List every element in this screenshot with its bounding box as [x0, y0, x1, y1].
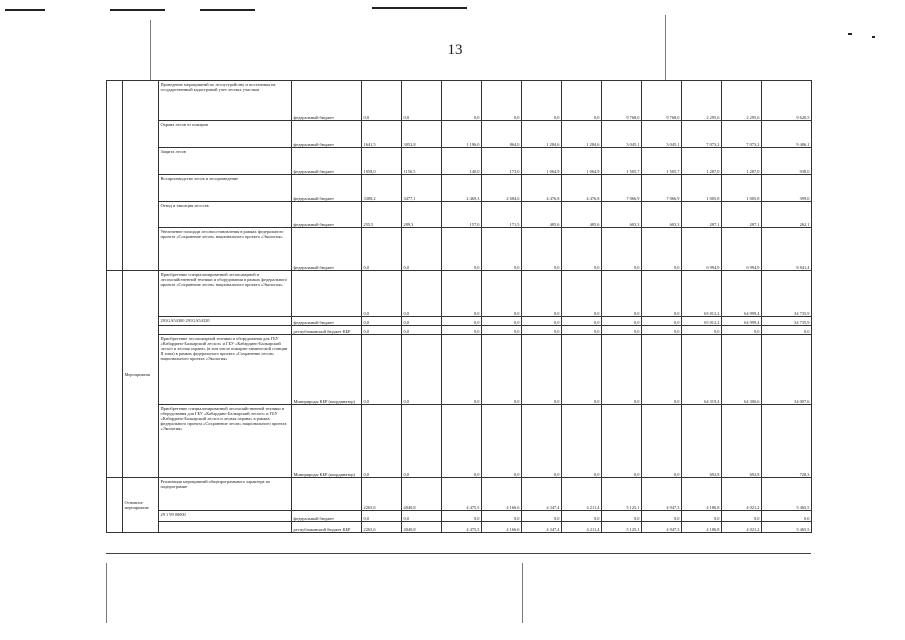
- value-cell: 4 947,3: [642, 522, 682, 533]
- value-cell: 3052,8: [402, 121, 442, 148]
- value-cell: 4 947,3: [642, 478, 682, 511]
- value-cell: 485,6: [522, 202, 562, 228]
- value-cell: 0,0: [522, 511, 562, 522]
- value-cell: 864,0: [482, 121, 522, 148]
- value-cell: 3388,2: [362, 175, 402, 202]
- funding-source-cell: федеральный бюджет: [292, 148, 362, 175]
- value-cell: 262,1: [762, 202, 812, 228]
- value-cell: 0,0: [522, 405, 562, 478]
- value-cell: 0,0: [522, 326, 562, 335]
- value-cell: 692,8: [682, 405, 722, 478]
- value-cell: 1 287,0: [682, 148, 722, 175]
- value-cell: 0,0: [642, 511, 682, 522]
- scan-artifact-line: [150, 20, 151, 80]
- value-cell: 7 073,2: [682, 121, 722, 148]
- measure-name-cell: 291GA54300 291GA54320: [159, 317, 292, 326]
- measure-name-cell: Отвод и таксация лесосек: [159, 202, 292, 228]
- value-cell: 5 465,5: [762, 478, 812, 511]
- value-cell: 0,0: [562, 511, 602, 522]
- scan-artifact-line: [372, 7, 467, 9]
- value-cell: 4 475,5: [442, 478, 482, 511]
- value-cell: 0,0: [602, 335, 642, 405]
- value-cell: 0,0: [442, 326, 482, 335]
- value-cell: 0,0: [522, 228, 562, 271]
- value-cell: 728,3: [762, 405, 812, 478]
- measure-name-cell: Приобретение специализированной лесохозяйственной техники и оборудования для ГБУ «Кабардино-Балкарский лесхоз» и ГБУ «Кабардино-Балкарский лесхоз и лесная охрана» в рамках федерального проекта «Сохранение лесов» национального проекта «Экология»: [159, 405, 292, 478]
- value-cell: 4 347,4: [522, 522, 562, 533]
- value-cell: 2 684,6: [482, 175, 522, 202]
- value-cell: 0,0: [602, 271, 642, 317]
- scan-artifact-dot: [848, 33, 852, 35]
- value-cell: 0,0: [482, 405, 522, 478]
- value-cell: 0,0: [362, 228, 402, 271]
- value-cell: 938,0: [762, 148, 812, 175]
- category-cell: [123, 81, 159, 271]
- value-cell: 1 005,8: [722, 175, 762, 202]
- value-cell: 65 012,2: [682, 317, 722, 326]
- table-row: [107, 326, 812, 335]
- value-cell: 0,0: [602, 228, 642, 271]
- value-cell: 0,0: [482, 511, 522, 522]
- value-cell: 1058,0: [362, 148, 402, 175]
- value-cell: 0,0: [762, 511, 812, 522]
- value-cell: 9 768,0: [602, 81, 642, 121]
- budget-table: [106, 80, 812, 533]
- funding-source-cell: федеральный бюджет: [292, 202, 362, 228]
- value-cell: 2 469,3: [442, 175, 482, 202]
- value-cell: 1 064,9: [562, 148, 602, 175]
- funding-source-cell: республиканский бюджет КБР: [292, 522, 362, 533]
- value-cell: 34 735,9: [762, 317, 812, 326]
- value-cell: 0,0: [402, 271, 442, 317]
- page-number: 13: [447, 42, 463, 58]
- value-cell: 0,0: [362, 511, 402, 522]
- value-cell: 0,0: [602, 511, 642, 522]
- value-cell: 0,0: [442, 335, 482, 405]
- value-cell: 1 284,6: [562, 121, 602, 148]
- value-cell: 4 021,2: [722, 522, 762, 533]
- value-cell: 0,0: [482, 326, 522, 335]
- value-cell: 0,0: [402, 335, 442, 405]
- value-cell: 0,0: [722, 511, 762, 522]
- value-cell: 485,6: [562, 202, 602, 228]
- value-cell: 692,8: [722, 405, 762, 478]
- index-cell: [107, 271, 123, 478]
- value-cell: 289,3: [402, 202, 442, 228]
- measure-name-cell: Проведение мероприятий по лесоустройству и постановка на государственный кадастровый учет лесных участков: [159, 81, 292, 121]
- value-cell: 34 735,9: [762, 271, 812, 317]
- value-cell: 5 465,5: [762, 522, 812, 533]
- value-cell: 0,0: [482, 317, 522, 326]
- value-cell: 0,0: [402, 81, 442, 121]
- value-cell: 64 999,4: [722, 271, 762, 317]
- value-cell: 0,0: [682, 511, 722, 522]
- value-cell: 0,0: [602, 405, 642, 478]
- value-cell: 0,0: [722, 326, 762, 335]
- value-cell: 9 620,5: [762, 81, 812, 121]
- value-cell: 0,0: [442, 317, 482, 326]
- value-cell: 4 186,8: [682, 522, 722, 533]
- scan-artifact-line: [522, 563, 523, 623]
- funding-source-cell: [292, 271, 362, 317]
- category-cell: Мероприятия: [123, 271, 159, 478]
- value-cell: 0,0: [642, 317, 682, 326]
- value-cell: 1641,5: [362, 121, 402, 148]
- value-cell: 9 768,0: [642, 81, 682, 121]
- measure-name-cell: Защита лесов: [159, 148, 292, 175]
- table-row: [107, 175, 812, 202]
- value-cell: 0,0: [442, 511, 482, 522]
- value-cell: 0,0: [362, 317, 402, 326]
- measure-name-cell: Приобретение специализированной лесопожарной и лесохозяйственной техники и оборудования в рамках федерального проекта «Сохранение лесов» национального проекта «Экология»: [159, 271, 292, 317]
- scan-artifact-line: [110, 9, 165, 11]
- value-cell: 0,0: [642, 326, 682, 335]
- value-cell: 2265,6: [362, 522, 402, 533]
- table-row: [107, 271, 812, 317]
- table-row: [107, 335, 812, 405]
- index-cell: [107, 478, 123, 533]
- value-cell: 3477,1: [402, 175, 442, 202]
- value-cell: 0,0: [362, 405, 402, 478]
- value-cell: 4 021,2: [722, 478, 762, 511]
- value-cell: 1 064,9: [522, 148, 562, 175]
- value-cell: 287,1: [722, 202, 762, 228]
- value-cell: 64 319,4: [682, 335, 722, 405]
- value-cell: 9 406,1: [762, 121, 812, 148]
- value-cell: 0,0: [562, 81, 602, 121]
- value-cell: 0,0: [762, 326, 812, 335]
- funding-source-cell: федеральный бюджет: [292, 317, 362, 326]
- table-row: [107, 148, 812, 175]
- value-cell: 0,0: [562, 405, 602, 478]
- value-cell: 6 994,9: [682, 228, 722, 271]
- value-cell: 0,0: [602, 317, 642, 326]
- table-row: [107, 405, 812, 478]
- value-cell: 0,0: [522, 271, 562, 317]
- value-cell: 0,0: [362, 335, 402, 405]
- value-cell: 4 166,6: [482, 522, 522, 533]
- value-cell: 3 045,1: [602, 121, 642, 148]
- value-cell: 0,0: [642, 271, 682, 317]
- measure-name-cell: Реализация мероприятий общепрограммного характера по подпрограмме: [159, 478, 292, 511]
- table-row: [107, 121, 812, 148]
- value-cell: 0,0: [482, 81, 522, 121]
- value-cell: 1 287,0: [722, 148, 762, 175]
- value-cell: 0,0: [642, 228, 682, 271]
- funding-source-cell: Минприроды КБР (координатор): [292, 405, 362, 478]
- value-cell: 0,0: [402, 511, 442, 522]
- value-cell: 7 073,2: [722, 121, 762, 148]
- value-cell: 0,0: [642, 335, 682, 405]
- value-cell: 157,0: [442, 202, 482, 228]
- funding-source-cell: федеральный бюджет: [292, 121, 362, 148]
- funding-source-cell: федеральный бюджет: [292, 511, 362, 522]
- value-cell: 0,0: [362, 326, 402, 335]
- value-cell: 0,0: [562, 326, 602, 335]
- value-cell: 255,5: [362, 202, 402, 228]
- value-cell: 4040,8: [402, 478, 442, 511]
- funding-source-cell: республиканский бюджет КБР: [292, 326, 362, 335]
- value-cell: 7 066,9: [602, 175, 642, 202]
- funding-source-cell: федеральный бюджет: [292, 175, 362, 202]
- value-cell: 0,0: [682, 326, 722, 335]
- measure-name-cell: 29 1 99 00000: [159, 511, 292, 522]
- scan-artifact-line: [5, 9, 45, 11]
- value-cell: 287,1: [682, 202, 722, 228]
- value-cell: 0,0: [402, 317, 442, 326]
- value-cell: 2265,6: [362, 478, 402, 511]
- value-cell: 140,0: [442, 148, 482, 175]
- measure-name-cell: Приобретение лесопожарной техники и оборудования для ГБУ «Кабардино-Балкарский лесхоз» и ГБУ «Кабардино-Балкарский лесхоз и лесная охрана» (в том числе пожарно-химической станции II типа) в рамках федерального проекта «Сохранение лесов» национального проекта «Экология»: [159, 335, 292, 405]
- table-row: [107, 478, 812, 511]
- value-cell: 399,0: [762, 175, 812, 202]
- value-cell: 6 994,9: [722, 228, 762, 271]
- value-cell: 0,0: [562, 335, 602, 405]
- value-cell: 1 284,6: [522, 121, 562, 148]
- value-cell: 4 347,4: [522, 478, 562, 511]
- value-cell: 1 505,7: [602, 148, 642, 175]
- value-cell: 0,0: [522, 317, 562, 326]
- funding-source-cell: Минприроды КБР (координатор): [292, 335, 362, 405]
- scan-artifact-line: [200, 9, 255, 11]
- value-cell: 4040,8: [402, 522, 442, 533]
- value-cell: 0,0: [402, 228, 442, 271]
- value-cell: 0,0: [442, 271, 482, 317]
- value-cell: 0,0: [362, 271, 402, 317]
- measure-name-cell: [159, 326, 292, 335]
- table-row: [107, 511, 812, 522]
- table-row: [107, 522, 812, 533]
- value-cell: 5 125,1: [602, 478, 642, 511]
- value-cell: 0,0: [482, 228, 522, 271]
- scan-artifact-line: [106, 553, 811, 554]
- measure-name-cell: Увеличение площади лесовосстановления в рамках федерального проекта «Сохранение лесов» национального проекта «Экология»: [159, 228, 292, 271]
- table-row: [107, 228, 812, 271]
- value-cell: 3 045,1: [642, 121, 682, 148]
- value-cell: 1 005,8: [682, 175, 722, 202]
- table-row: [107, 81, 812, 121]
- scan-artifact-line: [106, 563, 107, 623]
- value-cell: 1 196,0: [442, 121, 482, 148]
- value-cell: 34 007,6: [762, 335, 812, 405]
- value-cell: 1156,5: [402, 148, 442, 175]
- value-cell: 0,0: [442, 228, 482, 271]
- funding-source-cell: федеральный бюджет: [292, 81, 362, 121]
- value-cell: 0,0: [522, 335, 562, 405]
- measure-name-cell: Воспроизводство лесов и лесоразведение: [159, 175, 292, 202]
- funding-source-cell: федеральный бюджет: [292, 228, 362, 271]
- value-cell: 4 211,4: [562, 522, 602, 533]
- measure-name-cell: [159, 522, 292, 533]
- scan-artifact-line: [665, 15, 666, 80]
- value-cell: 2 295,6: [722, 81, 762, 121]
- value-cell: 65 012,2: [682, 271, 722, 317]
- value-cell: 2 295,6: [682, 81, 722, 121]
- value-cell: 0,0: [482, 335, 522, 405]
- value-cell: 0,0: [482, 271, 522, 317]
- value-cell: 0,0: [562, 228, 602, 271]
- value-cell: 0,0: [562, 317, 602, 326]
- value-cell: 603,3: [602, 202, 642, 228]
- value-cell: 0,0: [562, 271, 602, 317]
- value-cell: 64 999,4: [722, 317, 762, 326]
- value-cell: 173,0: [482, 148, 522, 175]
- value-cell: 603,3: [642, 202, 682, 228]
- value-cell: 0,0: [442, 81, 482, 121]
- funding-source-cell: [292, 478, 362, 511]
- scan-artifact-dot: [872, 36, 875, 38]
- value-cell: 4 475,5: [442, 522, 482, 533]
- value-cell: 8 841,4: [762, 228, 812, 271]
- value-cell: 0,0: [402, 326, 442, 335]
- category-cell: Основное мероприятие: [123, 478, 159, 533]
- value-cell: 64 306,6: [722, 335, 762, 405]
- value-cell: 7 066,9: [642, 175, 682, 202]
- table-row: [107, 202, 812, 228]
- value-cell: 1 505,7: [642, 148, 682, 175]
- value-cell: 4 186,8: [682, 478, 722, 511]
- index-cell: [107, 81, 123, 271]
- table-row: [107, 317, 812, 326]
- value-cell: 0,0: [642, 405, 682, 478]
- value-cell: 0,0: [402, 405, 442, 478]
- value-cell: 4 476,8: [522, 175, 562, 202]
- value-cell: 4 211,4: [562, 478, 602, 511]
- value-cell: 0,0: [442, 405, 482, 478]
- value-cell: 4 166,6: [482, 478, 522, 511]
- value-cell: 5 125,1: [602, 522, 642, 533]
- measure-name-cell: Охрана лесов от пожаров: [159, 121, 292, 148]
- value-cell: 4 476,8: [562, 175, 602, 202]
- value-cell: 0,0: [522, 81, 562, 121]
- value-cell: 0,0: [362, 81, 402, 121]
- value-cell: 0,0: [602, 326, 642, 335]
- value-cell: 171,5: [482, 202, 522, 228]
